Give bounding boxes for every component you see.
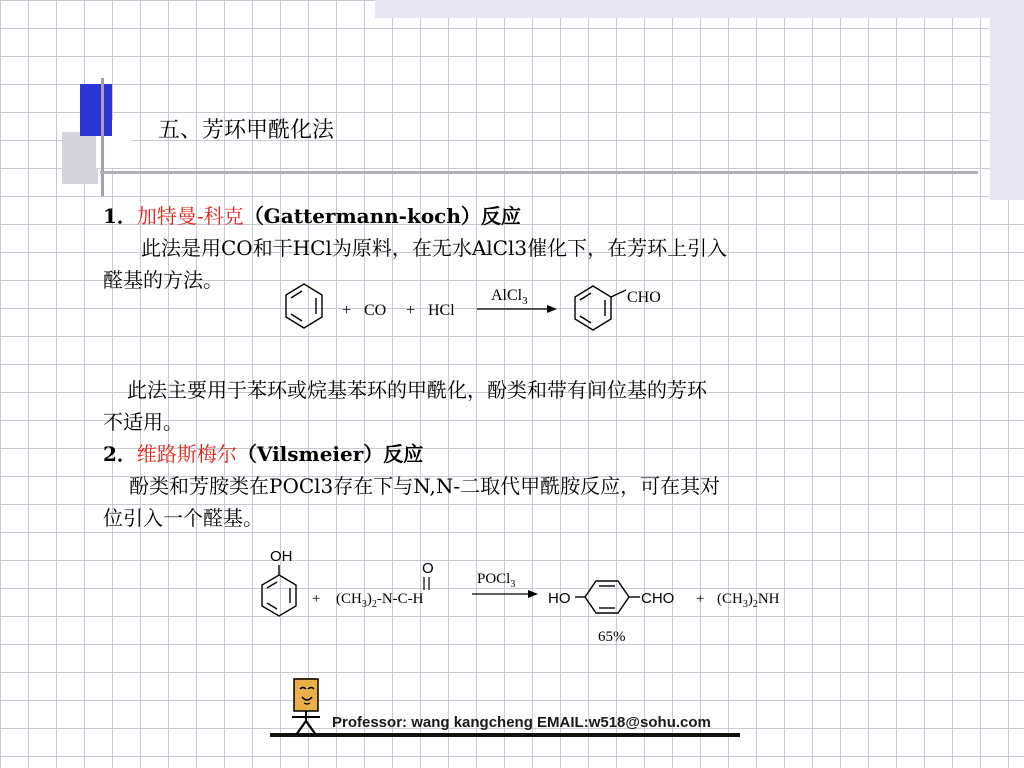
decor-blue-square [80,84,112,136]
phenol-ring [262,565,296,616]
reaction2-catalyst: POCl$_3$ [477,571,516,590]
section1-heading [103,200,963,232]
section1-note-line1: 此法主要用于苯环或烷基苯环的甲酰化，酚类和带有间位基的芳环 [127,378,707,402]
reaction2-plus1: + [312,591,321,607]
slide-title: 五、芳环甲酰化法 [158,118,335,143]
reaction1-product-cho: CHO [627,289,661,306]
reaction1-plus2: + [406,302,416,319]
dmf-reagent: $(CH_3)_2-N-C-H$ [336,591,424,610]
dimethylamine-byproduct: $(CH_3)_2NH$ [717,591,780,610]
reaction1-co: CO [364,302,387,319]
section1-note-line2: 不适用。 [103,410,183,434]
section2-paren: （Vilsmeier）反应 [236,442,424,466]
reaction2-yield: 65% [598,629,626,645]
section2-heading [103,438,963,470]
phenol-oh-label: OH [270,548,293,565]
reaction2-plus2: + [696,591,705,607]
product-cho: CHO [641,590,675,607]
reaction1-plus1: + [342,302,352,319]
section2-name: 维路斯梅尔 [136,442,237,466]
footer-professor-info: Professor: wang kangcheng EMAIL:w518@sohu.com [332,714,711,731]
reaction1-hcl: HCl [428,302,455,319]
reaction2-arrow [472,590,538,598]
slide-content [103,200,963,534]
section1-number: 1． [103,204,137,228]
carbonyl-double-bond [424,577,429,590]
section1-desc-line1: 此法是用CO和干HCl为原料，在无水AlCl3催化下，在芳环上引入 [141,236,728,260]
reaction1-arrow [477,305,557,313]
title-underline [100,171,978,174]
carbonyl-o: O [422,560,434,577]
section1-desc-line2: 醛基的方法。 [103,268,223,292]
top-decor-band [375,0,1024,18]
reaction1-scheme [282,278,682,338]
section2-desc-line2: 位引入一个醛基。 [103,506,263,530]
section1-paren: （Gattermann-koch）反应 [243,204,521,228]
reaction1-catalyst: AlCl$_3$ [491,287,528,307]
reaction2-scheme [250,545,810,645]
section2-desc-line1: 酚类和芳胺类在POCl3存在下与N,N-二取代甲酰胺反应，可在其对 [129,474,721,498]
section1-name: 加特曼-科克 [136,204,244,228]
decor-gray-square [62,132,98,184]
section2-number: 2． [103,442,137,466]
decor-vertical-line [101,78,104,196]
product-ho: HO [548,590,571,607]
benzene-ring-reactant [286,284,322,328]
right-decor-band [990,0,1024,200]
benzene-ring-product [575,286,626,330]
footer-underline [270,733,740,737]
product-ring [575,581,640,613]
professor-cartoon-icon [272,677,328,737]
